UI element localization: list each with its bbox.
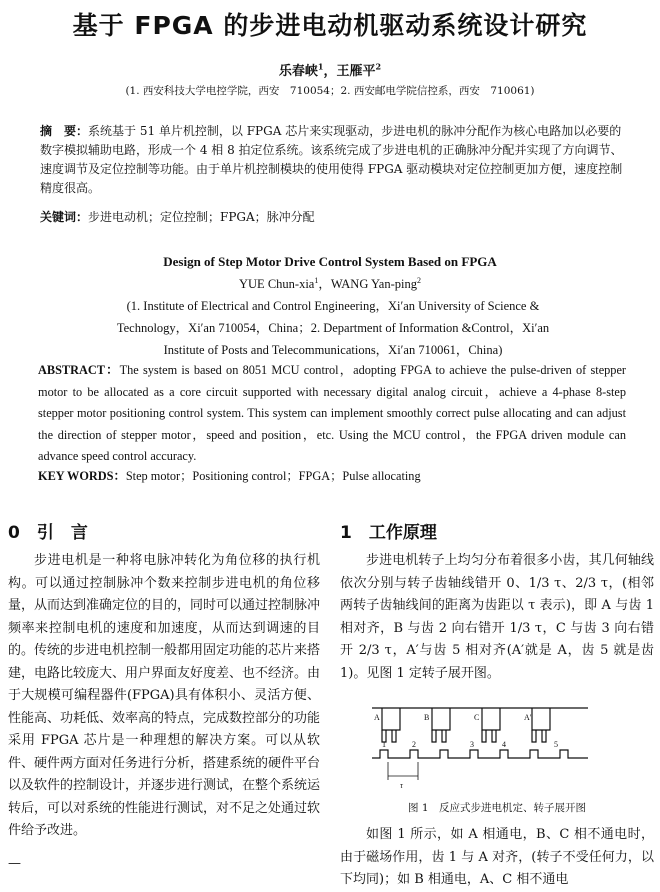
en-author-2: WANG Yan-ping xyxy=(330,277,417,291)
en-authors xyxy=(0,274,660,292)
en-keywords xyxy=(38,466,626,488)
en-affiliation-line-3: Institute of Posts and Telecommunications，Xi′an 710061，China) xyxy=(163,343,503,357)
rotor-tooth-3: 3 xyxy=(470,740,474,749)
cn-abstract xyxy=(40,122,626,198)
en-author-1: YUE Chun-xia xyxy=(239,277,315,291)
en-author-2-affil: 2 xyxy=(416,275,421,285)
section-1-heading: 1 工作原理 xyxy=(340,523,437,543)
section-1-body-continued: 如图 1 所示，如 A 相通电，B、C 相不通电时，由于磁场作用，齿 1 与 A 对齐，(转子不受任何力，以下均同)；如 B 相通电，A、C 相不通电 xyxy=(340,827,654,887)
affiliation: (1. 西安科技大学电控学院，西安 710054；2. 西安邮电学院信控系，西安 710061) xyxy=(125,85,535,97)
stator-label-b: B xyxy=(424,713,430,722)
section-1-body: 步进电机转子上均匀分布着很多小齿，其几何轴线依次分别与转子齿轴线错开 0、1/3 τ、2/3 τ，(相邻两转子齿轴线间的距离为齿距以 τ 表示)，即 A 与齿 1 相对齐，B 与齿 2 向右错开 1/3 τ，C 与齿 3 向右错开 2/3 τ，A′与齿 5 相对齐(A′就是 A，齿 5 就是齿 1)。见图 1 定转子展开图。 xyxy=(340,553,654,681)
author-1-affil: 1 xyxy=(317,61,324,72)
en-keywords-label: KEY WORDS： xyxy=(38,469,126,483)
cn-keywords-label: 关键词： xyxy=(40,210,89,224)
rotor-tooth-2: 2 xyxy=(412,740,416,749)
stator-rotor-diagram xyxy=(370,700,590,796)
en-abstract xyxy=(38,360,626,468)
footnote-dash: — xyxy=(8,856,21,871)
paper-title: 基于 FPGA 的步进电动机驱动系统设计研究 xyxy=(72,11,588,40)
author-1: 乐春峡 xyxy=(278,64,318,79)
stator-label-a-prime: A′ xyxy=(524,713,532,722)
figure-caption: 图 1 反应式步进电机定、转子展开图 xyxy=(407,802,587,814)
rotor-tooth-4: 4 xyxy=(502,740,506,749)
en-title: Design of Step Motor Drive Control System Based on FPGA xyxy=(163,254,497,269)
section-0-body: 步进电机是一种将电脉冲转化为角位移的执行机构。可以通过控制脉冲个数来控制步进电机的角位移量，从而达到准确定位的目的，同时可以通过控制脉冲频率来控制电机的速度和加速度，从而达到调速的目的。传统的步进电机控制一般都用固定功能的芯片来搭建，电路比较庞大、用户界面友好度差、也不经济。由于大规模可编程器件(FPGA)具有体积小、灵活方便、性能高、功耗低、效率高的特点，完成数控部分的功能采用 FPGA 芯片是一种理想的解决方案。可以从软件、硬件两方面对任务进行分析，搭建系统的硬件平台以及软件的控制设计，并逐步进行测试，在整个系统运转后，可以对系统的性能进行测试，对不足之处通过软件给予改进。 xyxy=(8,553,321,838)
author-separator: ， xyxy=(323,64,337,79)
author-2: 王雁平 xyxy=(336,64,376,79)
cn-keywords-text: 步进电动机；定位控制；FPGA；脉冲分配 xyxy=(88,210,315,224)
author-2-affil: 2 xyxy=(375,61,382,72)
rotor-tooth-5: 5 xyxy=(554,740,558,749)
en-abstract-label: ABSTRACT： xyxy=(38,363,120,377)
cn-abstract-text: 系统基于 51 单片机控制，以 FPGA 芯片来实现驱动，步进电机的脉冲分配作为核心电路加以必要的数字模拟辅助电路，形成一个 4 相 8 拍定位系统。该系统完成了步进电机的正确脉冲分配并实现了方向调节、速度调节及定位控制等功能。由于单片机控制模块的使用使得 FPGA 驱动模块对定位控制更加方便，速度控制精度很高。 xyxy=(40,124,623,195)
en-affiliation-line-2: Technology，Xi′an 710054，China；2. Department of Information &Control，Xi′an xyxy=(116,321,550,335)
tau-dimension xyxy=(388,762,418,780)
en-abstract-text: The system is based on 8051 MCU control，adopting FPGA to achieve the pulse-driven of stepper motor to be allocated as a core circuit supported with necessary digital analog circuit，achieve a 4-phase 8-step stepper motor positioning control system. This system can implement smoothly correct pulse allocating and can adjust the direction of stepper motor，speed and position，etc. Using the MCU control，the FPGA driven module can advance speed control accuracy. xyxy=(38,363,626,463)
cn-abstract-label: 摘 要： xyxy=(40,124,89,138)
stator-label-a: A xyxy=(374,713,380,722)
authors xyxy=(0,60,660,79)
rotor-tooth-1: 1 xyxy=(382,740,386,749)
stator-label-c: C xyxy=(474,713,480,722)
cn-keywords xyxy=(40,208,626,227)
rotor-outline xyxy=(372,750,588,758)
en-author-separator: ， xyxy=(318,277,331,291)
section-0-heading: 0 引 言 xyxy=(8,523,88,543)
tau-label: τ xyxy=(400,781,403,790)
en-keywords-text: Step motor；Positioning control；FPGA；Pulse allocating xyxy=(125,469,421,483)
en-author-1-affil: 1 xyxy=(314,275,319,285)
en-affiliation-line-1: (1. Institute of Electrical and Control Engineering，Xi′an University of Science & xyxy=(126,299,540,313)
stator-outline xyxy=(372,708,588,742)
